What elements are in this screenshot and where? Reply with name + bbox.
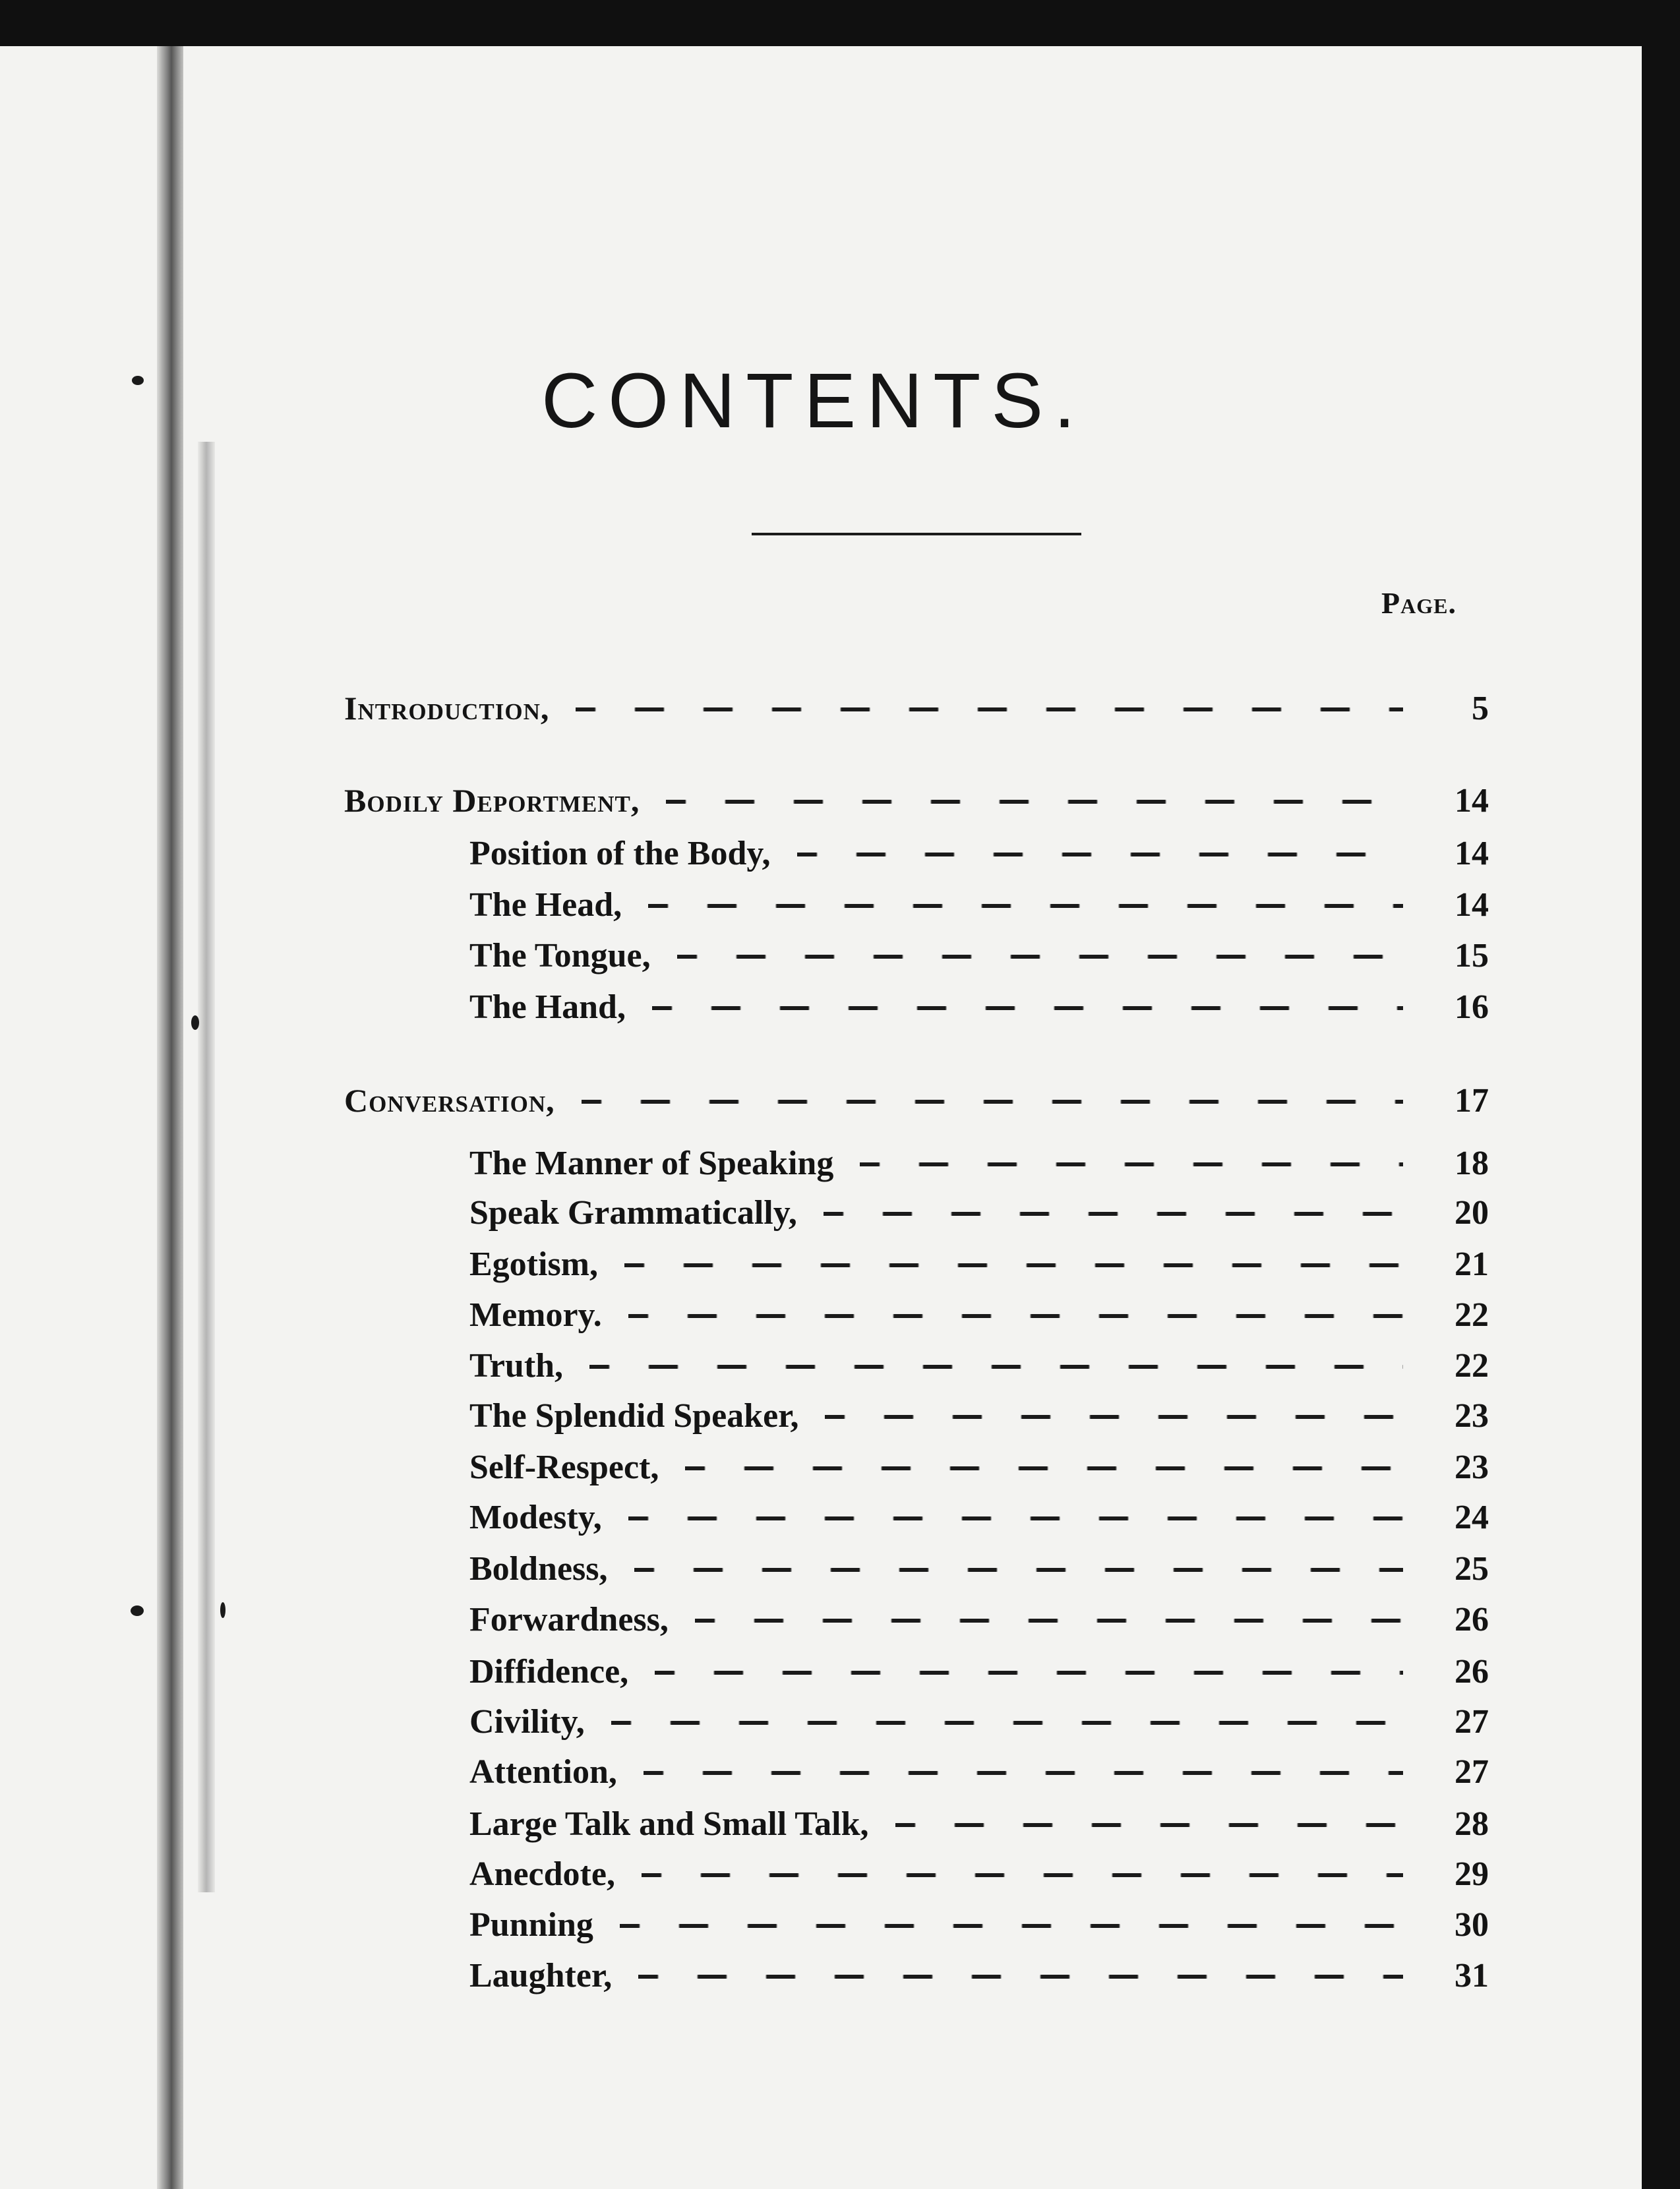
toc-entry-label: Truth, bbox=[469, 1347, 564, 1385]
toc-dot-leader bbox=[895, 1823, 1403, 1827]
toc-dot-leader bbox=[685, 1466, 1403, 1470]
toc-dot-leader bbox=[589, 1365, 1403, 1369]
toc-page-number: 28 bbox=[1455, 1805, 1489, 1843]
toc-page-number: 23 bbox=[1455, 1449, 1489, 1486]
toc-page-number: 31 bbox=[1455, 1957, 1489, 1994]
toc-dot-leader bbox=[797, 853, 1403, 856]
toc-sub-entry bbox=[0, 1296, 1680, 1342]
toc-entry-label: The Manner of Speaking bbox=[469, 1145, 834, 1182]
toc-dot-leader bbox=[628, 1314, 1403, 1318]
toc-entry-label: Speak Grammatically, bbox=[469, 1194, 797, 1232]
toc-section-entry bbox=[0, 781, 1680, 827]
toc-sub-entry bbox=[0, 834, 1680, 880]
toc-page-number: 16 bbox=[1455, 988, 1489, 1026]
toc-page-number: 27 bbox=[1455, 1753, 1489, 1791]
toc-dot-leader bbox=[695, 1619, 1403, 1623]
toc-entry-label: Laughter, bbox=[469, 1957, 613, 1994]
toc-dot-leader bbox=[824, 1212, 1403, 1216]
toc-entry-label: Introduction, bbox=[344, 690, 550, 727]
toc-page-number: 5 bbox=[1472, 690, 1489, 727]
toc-entry-label: Punning bbox=[469, 1906, 593, 1944]
toc-entry-label: Civility, bbox=[469, 1703, 585, 1741]
toc-dot-leader bbox=[582, 1100, 1403, 1104]
toc-entry-label: Self-Respect, bbox=[469, 1449, 659, 1486]
toc-page-number: 26 bbox=[1455, 1653, 1489, 1691]
toc-sub-entry bbox=[0, 1905, 1680, 1952]
toc-dot-leader bbox=[860, 1162, 1403, 1166]
toc-entry-label: The Tongue, bbox=[469, 937, 651, 975]
toc-entry-label: Boldness, bbox=[469, 1550, 608, 1588]
toc-dot-leader bbox=[620, 1924, 1403, 1928]
toc-entry-label: Bodily Deportment, bbox=[344, 782, 640, 819]
toc-dot-leader bbox=[642, 1873, 1403, 1877]
toc-dot-leader bbox=[628, 1516, 1403, 1520]
toc-page-number: 15 bbox=[1455, 937, 1489, 975]
toc-section-entry bbox=[0, 1081, 1680, 1127]
toc-dot-leader bbox=[655, 1671, 1403, 1675]
toc-entry-label: Memory. bbox=[469, 1296, 602, 1334]
toc-sub-entry bbox=[0, 936, 1680, 982]
toc-entry-label: Conversation, bbox=[344, 1082, 555, 1119]
toc-page-number: 14 bbox=[1455, 886, 1489, 924]
toc-entry-label: Forwardness, bbox=[469, 1601, 669, 1638]
toc-sub-entry bbox=[0, 1702, 1680, 1749]
toc-sub-entry bbox=[0, 1245, 1680, 1291]
toc-sub-entry bbox=[0, 1753, 1680, 1799]
toc-page-number: 23 bbox=[1455, 1397, 1489, 1435]
toc-dot-leader bbox=[611, 1721, 1403, 1725]
toc-sub-entry bbox=[0, 1956, 1680, 2002]
toc-sub-entry bbox=[0, 1144, 1680, 1190]
toc-entry-label: Attention, bbox=[469, 1753, 617, 1791]
toc-sub-entry bbox=[0, 1193, 1680, 1240]
toc-sub-entry bbox=[0, 1498, 1680, 1544]
toc-dot-leader bbox=[677, 955, 1403, 959]
toc-entry-label: The Head, bbox=[469, 886, 622, 924]
toc-page-number: 14 bbox=[1455, 782, 1489, 820]
page-column-heading: Page. bbox=[1381, 586, 1456, 620]
toc-entry-label: The Hand, bbox=[469, 988, 626, 1026]
toc-sub-entry bbox=[0, 1346, 1680, 1393]
toc-page-number: 17 bbox=[1455, 1082, 1489, 1120]
toc-sub-entry bbox=[0, 1855, 1680, 1901]
toc-page-number: 27 bbox=[1455, 1703, 1489, 1741]
toc-entry-label: Position of the Body, bbox=[469, 835, 771, 872]
toc-page-number: 29 bbox=[1455, 1855, 1489, 1893]
toc-dot-leader bbox=[652, 1006, 1403, 1010]
toc-entry-label: Egotism, bbox=[469, 1245, 598, 1283]
toc-dot-leader bbox=[648, 904, 1403, 908]
toc-page-number: 30 bbox=[1455, 1906, 1489, 1944]
toc-page-number: 26 bbox=[1455, 1601, 1489, 1638]
toc-page-number: 24 bbox=[1455, 1499, 1489, 1536]
toc-page-number: 18 bbox=[1455, 1145, 1489, 1182]
toc-entry-label: Diffidence, bbox=[469, 1653, 629, 1691]
toc-page-number: 25 bbox=[1455, 1550, 1489, 1588]
toc-page-number: 22 bbox=[1455, 1347, 1489, 1385]
toc-sub-entry bbox=[0, 1448, 1680, 1494]
toc-sub-entry bbox=[0, 1549, 1680, 1596]
toc-page-number: 22 bbox=[1455, 1296, 1489, 1334]
toc-sub-entry bbox=[0, 885, 1680, 932]
toc-page-number: 14 bbox=[1455, 835, 1489, 872]
toc-page-number: 20 bbox=[1455, 1194, 1489, 1232]
toc-entry-label: The Splendid Speaker, bbox=[469, 1397, 799, 1435]
toc-dot-leader bbox=[576, 707, 1403, 711]
toc-dot-leader bbox=[644, 1771, 1403, 1775]
toc-sub-entry bbox=[0, 988, 1680, 1034]
toc-sub-entry bbox=[0, 1600, 1680, 1646]
toc-entry-label: Anecdote, bbox=[469, 1855, 615, 1893]
toc-section-entry bbox=[0, 689, 1680, 735]
toc-dot-leader bbox=[638, 1975, 1403, 1979]
toc-entry-label: Modesty, bbox=[469, 1499, 602, 1536]
toc-page-number: 21 bbox=[1455, 1245, 1489, 1283]
toc-dot-leader bbox=[666, 800, 1403, 804]
toc-sub-entry bbox=[0, 1805, 1680, 1851]
toc-sub-entry bbox=[0, 1396, 1680, 1443]
toc-dot-leader bbox=[634, 1568, 1403, 1572]
page-title: CONTENTS. bbox=[541, 357, 1086, 444]
toc-dot-leader bbox=[825, 1415, 1403, 1419]
toc-sub-entry bbox=[0, 1652, 1680, 1698]
toc-dot-leader bbox=[624, 1263, 1403, 1267]
toc-entry-label: Large Talk and Small Talk, bbox=[469, 1805, 869, 1843]
